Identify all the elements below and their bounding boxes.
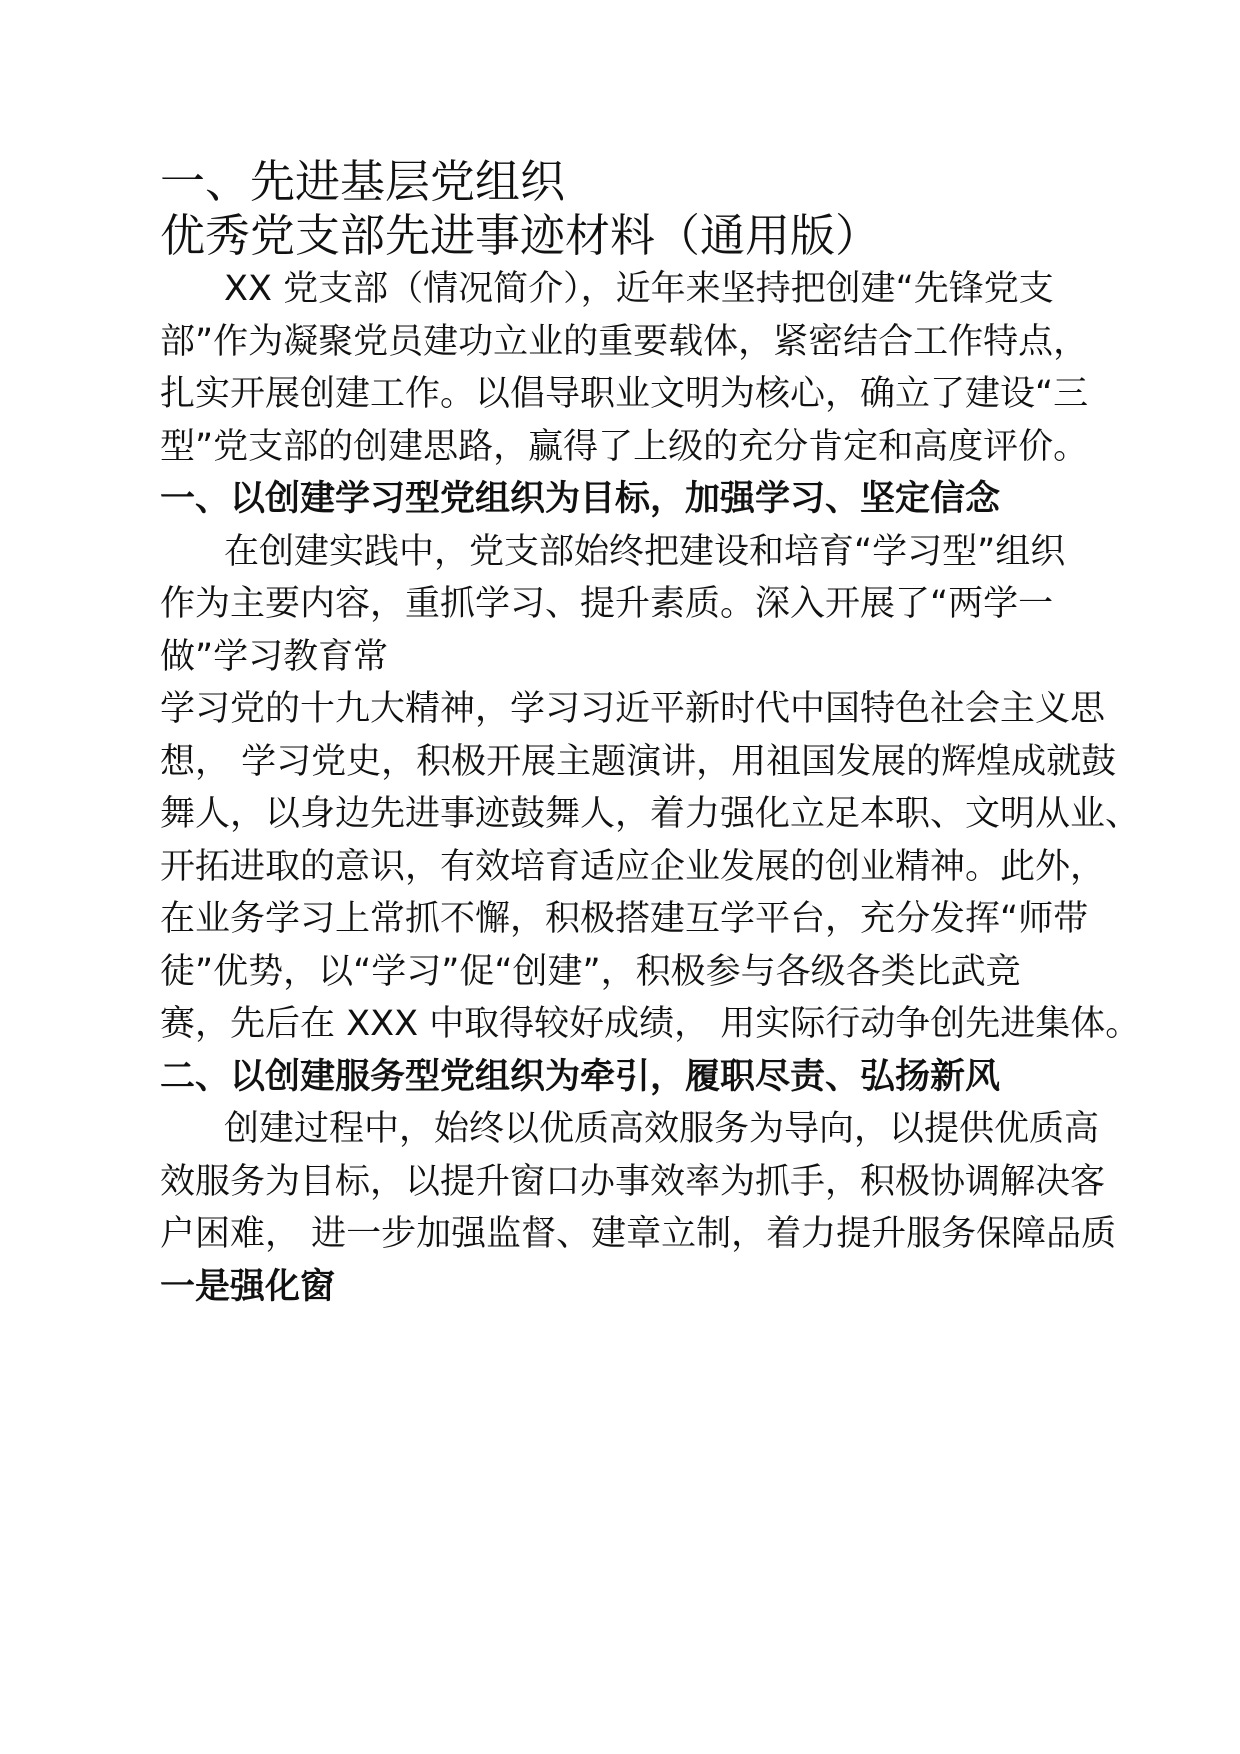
intro-line: 型”党支部的创建思路，赢得了上级的充分肯定和高度评价。 (160, 426, 1089, 467)
section-2-line: 效服务为目标，以提升窗口办事效率为抓手，积极协调解决客 (160, 1161, 1106, 1202)
section-2-paragraph (160, 1103, 1117, 1261)
document-title-line-2: 优秀党支部先进事迹材料（通用版） (160, 209, 881, 262)
section-1-heading: 一、以创建学习型党组织为目标，加强学习、坚定信念 (160, 479, 1001, 519)
document-title-line-1: 一、先进基层党组织 (160, 155, 566, 208)
section-1-line: 赛，先后在 XXX 中取得较好成绩， 用实际行动争创先进集体。 (160, 1004, 1141, 1044)
section-2-line: 创建过程中，始终以优质高效服务为导向，以提供优质高 (224, 1109, 1100, 1149)
intro-line: XX 党支部（情况简介），近年来坚持把创建“先锋党支 (224, 269, 1054, 309)
subheading-partial: 一是强化窗 (160, 1266, 336, 1307)
section-1-line: 想， 学习党史，积极开展主题演讲，用祖国发展的辉煌成就鼓 (160, 741, 1117, 782)
section-1-line: 在业务学习上常抓不懈，积极搭建互学平台，充分发挥“师带 (160, 899, 1089, 939)
document-page (160, 155, 1141, 1313)
intro-line: 部”作为凝聚党员建功立业的重要载体，紧密结合工作特点， (160, 321, 1089, 362)
section-2-heading: 二、以创建服务型党组织为牵引，履职尽责、弘扬新风 (160, 1056, 1001, 1097)
section-1-line: 舞人，以身边先进事迹鼓舞人，着力强化立足本职、文明从业、 (160, 794, 1141, 834)
section-1-paragraph (160, 526, 1141, 1051)
intro-paragraph (160, 263, 1100, 473)
section-1-line: 开拓进取的意识，有效培育适应企业发展的创业精神。此外， (160, 846, 1106, 887)
section-1-line: 作为主要内容，重抓学习、提升素质。深入开展了“两学一 (160, 584, 1054, 624)
section-1-line: 做”学习教育常 (160, 636, 389, 677)
section-2-line: 户困难， 进一步加强监督、建章立制，着力提升服务保障品质 (160, 1214, 1117, 1254)
section-1-line: 学习党的十九大精神，学习习近平新时代中国特色社会主义思 (160, 689, 1106, 729)
intro-line: 扎实开展创建工作。以倡导职业文明为核心，确立了建设“三 (160, 374, 1089, 414)
section-1-line: 在创建实践中，党支部始终把建设和培育“学习型”组织 (224, 531, 1066, 572)
section-1-line: 徒”优势，以“学习”促“创建”，积极参与各级各类比武竞 (160, 951, 1021, 992)
